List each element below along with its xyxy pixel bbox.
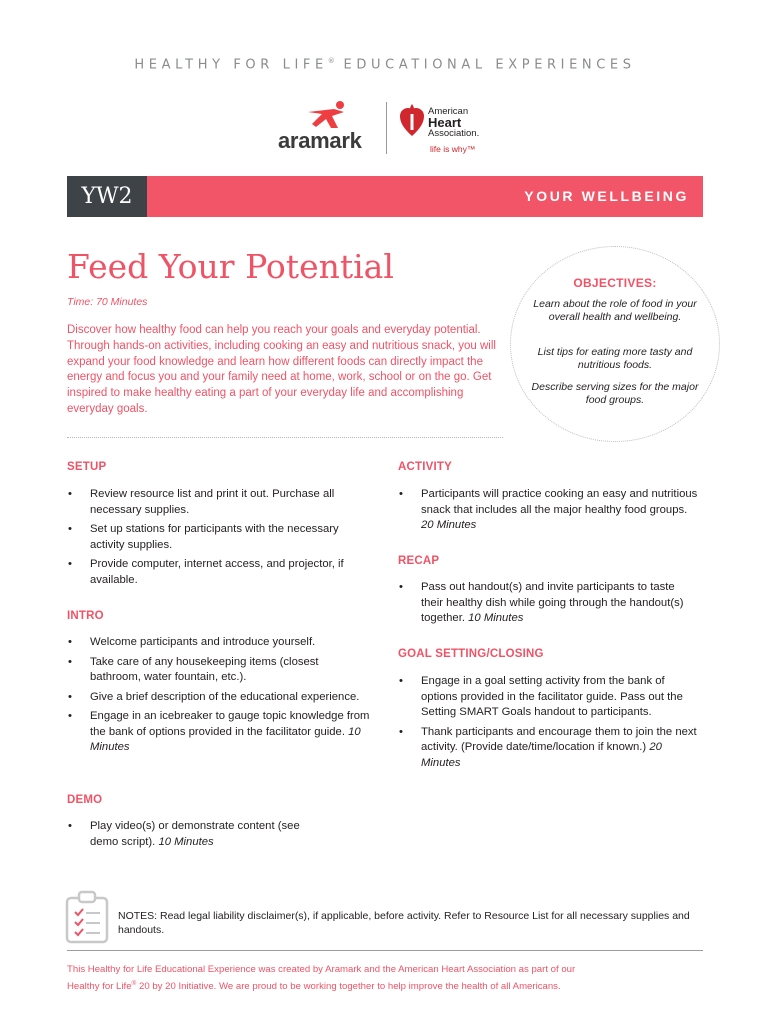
- footer-line-2-pre: Healthy for Life: [67, 980, 132, 992]
- activity-heading: ACTIVITY: [398, 461, 452, 473]
- notes-text: NOTES: Read legal liability disclaimer(s), if applicable, before activity. Refer to Resource List for all necessary supplies and handouts.: [118, 910, 690, 936]
- footer-line-2-post: 20 by 20 Initiative. We are proud to be working together to help improve the health of all Americans.: [136, 980, 561, 992]
- list-item: • Welcome participants and introduce yourself.: [67, 635, 372, 651]
- aha-line-3: Association.: [428, 128, 480, 139]
- dotted-divider: [67, 437, 503, 438]
- series-subtitle: EDUCATIONAL EXPERIENCES: [343, 57, 636, 73]
- logo-divider: [386, 102, 387, 154]
- aha-heart-torch-icon: [399, 102, 425, 138]
- list-item: • Take care of any housekeeping items (closest bathroom, water fountain, etc.).: [67, 655, 372, 686]
- duration-label: 20 Minutes: [421, 519, 477, 531]
- recap-list: [398, 580, 698, 631]
- footer-credit: [67, 963, 707, 993]
- footer-line-1: This Healthy for Life Educational Experience was created by Aramark and the American Heart Association as part of our: [67, 964, 576, 975]
- list-item: • Set up stations for participants with the necessary activity supplies.: [67, 522, 372, 553]
- footer-registered-mark: ®: [131, 979, 137, 987]
- partner-logos: [276, 100, 506, 160]
- list-item: [67, 819, 327, 850]
- duration-label: 10 Minutes: [90, 725, 361, 753]
- time-label: Time: 70 Minutes: [67, 296, 148, 308]
- list-item: • Review resource list and print it out. Purchase all necessary supplies.: [67, 487, 372, 518]
- series-title-text: HEALTHY FOR LIFE: [134, 57, 328, 73]
- list-item: [398, 725, 698, 772]
- aramark-figure-icon: [304, 100, 350, 130]
- demo-heading: DEMO: [67, 794, 103, 806]
- list-item-text: Play video(s) or demonstrate content (see demo script).: [90, 820, 300, 848]
- duration-label: 10 Minutes: [158, 835, 214, 848]
- duration-label: 10 Minutes: [468, 612, 524, 624]
- goal-setting-list: [398, 674, 698, 775]
- objective-item: Learn about the role of food in your overall health and wellbeing.: [533, 298, 697, 323]
- footer-line-2: [67, 977, 707, 994]
- aha-line-1: American: [428, 106, 469, 117]
- duration-label: 20 Minutes: [421, 741, 662, 769]
- goal-setting-heading: GOAL SETTING/CLOSING: [398, 648, 544, 660]
- registered-mark: ®: [327, 57, 335, 65]
- list-item: [398, 487, 698, 534]
- intro-paragraph: Discover how healthy food can help you reach your goals and everyday potential. Through hands-on activities, including cooking an easy and nutritious snack, you will expand your food knowledge and learn how different foods can directly impact the energy and focus you and your family need at home, work, school or on the go. Get inspired to make healthy eating a part of your everyday life and accomplishing everyday goals.: [67, 324, 496, 415]
- setup-heading: SETUP: [67, 461, 107, 473]
- list-item-text: Participants will practice cooking an easy and nutritious snack that includes all the major healthy food groups.: [421, 488, 698, 516]
- clipboard-checklist-icon: [65, 890, 109, 944]
- aha-logo-text: [428, 106, 479, 139]
- list-item: • Give a brief description of the educational experience.: [67, 690, 372, 706]
- recap-heading: RECAP: [398, 555, 440, 567]
- objectives-heading: OBJECTIVES:: [573, 276, 657, 290]
- aha-tagline: life is why™: [430, 144, 476, 154]
- category-label: YOUR WELLBEING: [524, 188, 689, 204]
- aramark-logo-text: aramark: [278, 128, 362, 153]
- category-band: [67, 176, 703, 217]
- objective-item: Describe serving sizes for the major food groups.: [531, 381, 699, 406]
- list-item-text: Engage in an icebreaker to gauge topic knowledge from the bank of options provided in the facilitator guide.: [90, 710, 370, 738]
- list-item-text: Thank participants and encourage them to join the next activity. (Provide date/time/location if known.): [421, 725, 697, 753]
- list-item: • Engage in a goal setting activity from the bank of options provided in the facilitator guide. Pass out the Setting SMART Goals handout to participants.: [398, 674, 698, 721]
- setup-list: [67, 487, 372, 592]
- list-item: [67, 709, 372, 756]
- aha-line-2: Heart: [428, 115, 462, 130]
- list-item-text: Pass out handout(s) and invite participants to taste their healthy dish while going through the handout(s) together.: [421, 581, 684, 624]
- intro-heading: INTRO: [67, 610, 104, 622]
- intro-list: [67, 635, 372, 760]
- demo-list: [67, 819, 327, 854]
- page-title: Feed Your Potential: [67, 247, 394, 286]
- experience-code: YW2: [67, 176, 147, 217]
- objective-item: List tips for eating more tasty and nutritious foods.: [537, 346, 693, 371]
- activity-list: [398, 487, 698, 538]
- list-item: [398, 580, 698, 627]
- series-title: [0, 57, 770, 72]
- notes-divider: [67, 950, 703, 951]
- list-item: • Provide computer, internet access, and projector, if available.: [67, 557, 372, 588]
